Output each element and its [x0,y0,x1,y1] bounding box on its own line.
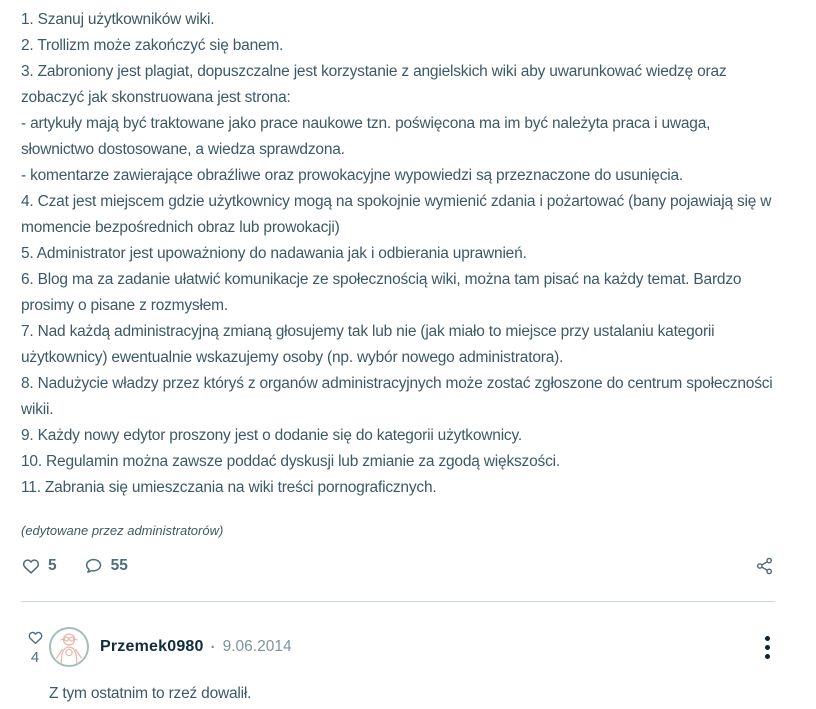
comments-button[interactable] [84,556,128,576]
rule-10: 10. Regulamin można zawsze poddać dyskusji lub zmianie za zgodą większości. [21,453,560,470]
post-action-bar [21,554,775,578]
share-button[interactable] [755,556,775,576]
rule-11: 11. Zabrania się umieszczania na wiki treści pornograficznych. [21,479,437,496]
comment-upvote-button[interactable] [27,629,44,649]
like-count: 5 [48,557,57,574]
rule-8: 8. Nadużycie władzy przez któryś z organów administracyjnych może zostać zgłoszone do centrum społeczności wikii. [21,375,773,418]
rule-4: 4. Czat jest miejscem gdzie użytkownicy mogą na spokojnie wymienić zdania i pożartować (bany pojawiają się w momencie bezpośrednich obraz lub prowokacji) [21,193,772,236]
rule-9: 9. Każdy nowy edytor proszony jest o dodanie się do kategorii użytkownicy. [21,427,522,444]
like-button[interactable] [21,556,57,576]
comment-text: Z tym ostatnim to rzeź dowalił. [49,685,252,702]
rule-6: 6. Blog ma za zadanie ułatwić komunikacje ze społecznością wiki, można tam pisać na każdy temat. Bardzo prosimy o pisane z rozmysłem. [21,271,742,314]
comment-body [49,627,775,706]
comment-timestamp: 9.06.2014 [222,638,292,655]
rule-2: 2. Trollizm może zakończyć się banem. [21,37,284,54]
rule-3-sub-2: - komentarze zawierające obraźliwe oraz prowokacyjne wypowiedzi są przeznaczone do usunięcia. [21,167,684,184]
comment [21,627,775,706]
rule-5: 5. Administrator jest upoważniony do nadawania jak i odbierania uprawnień. [21,245,527,262]
rule-7: 7. Nad każdą administracyjną zmianą głosujemy tak lub nie (jak miało to miejsce przy ustalaniu kategorii użytkownicy) ewentualnie wskazujemy osoby (np. wybór nowego administratora). [21,323,715,366]
post-comment-divider [21,601,775,602]
heart-icon [21,556,41,576]
comment-count: 55 [110,557,128,574]
comment-username[interactable]: Przemek0980 [100,638,204,655]
rule-1: 1. Szanuj użytkowników wiki. [21,11,215,28]
share-icon [755,556,775,576]
comment-vote-count: 4 [30,649,40,666]
rule-3-sub-1: - artykuły mają być traktowane jako prace naukowe tzn. poświęcona ma im być należyta praca i uwaga, słownictwo dostosowane, a wiedza sprawdzona. [21,115,711,158]
comment-vote-column [21,627,49,666]
post-content [21,7,775,501]
comment-header [49,627,775,667]
comment-more-button[interactable] [763,632,772,663]
edited-note: (edytowane przez administratorów) [21,523,224,538]
kebab-icon [765,636,770,641]
meta-separator: · [210,638,216,656]
speech-bubble-icon [84,556,104,576]
rule-3: 3. Zabroniony jest plagiat, dopuszczalne jest korzystanie z angielskich wiki aby uwarunkować wiedzę oraz zobaczyć jak skonstruowana jest strona: [21,63,727,106]
heart-icon [27,634,44,649]
user-avatar[interactable] [49,627,89,667]
